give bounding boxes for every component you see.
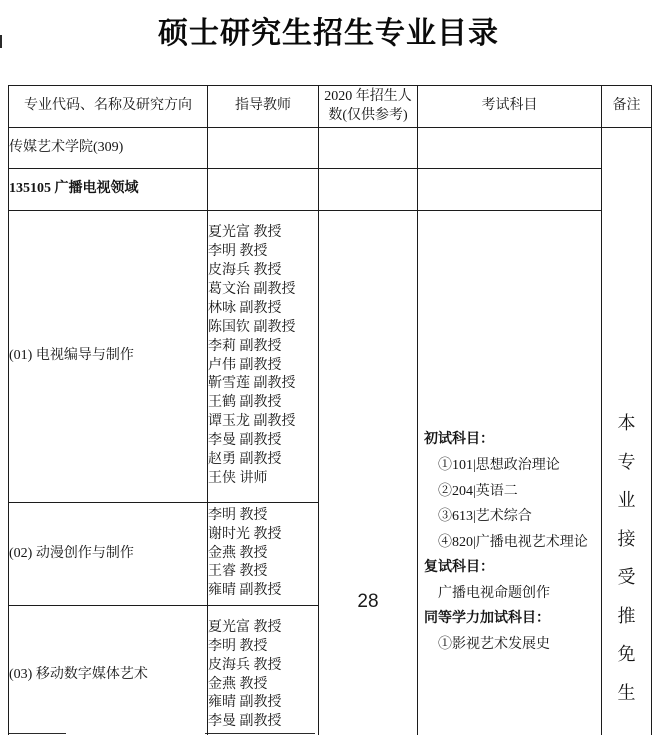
initial-exam-item: ③613|艺术综合 xyxy=(438,509,532,525)
teacher-list-01 xyxy=(208,211,319,503)
header-program-code: 专业代码、名称及研究方向 xyxy=(9,86,208,128)
teacher-entry: 王睿 教授 xyxy=(208,564,268,580)
initial-exam-item: ②204|英语二 xyxy=(438,483,518,499)
remark-vertical-text xyxy=(602,161,651,712)
direction-label-02: (02) 动漫创作与制作 xyxy=(9,503,208,606)
retest-item: 广播电视命题创作 xyxy=(438,585,550,601)
teacher-entry: 谢时光 教授 xyxy=(208,526,282,542)
teacher-entry: 李明 教授 xyxy=(208,638,268,654)
teacher-entry: 李曼 副教授 xyxy=(208,714,282,730)
header-advisors: 指导教师 xyxy=(208,86,319,128)
scan-artifact-left-edge xyxy=(0,35,2,48)
empty-cell xyxy=(319,169,418,211)
initial-exam-label: 初试科目： xyxy=(424,432,494,448)
teacher-entry: 靳雪莲 副教授 xyxy=(208,376,296,392)
teacher-entry: 金燕 教授 xyxy=(208,676,268,692)
remark-char: 受 xyxy=(617,567,636,587)
teacher-entry: 李曼 副教授 xyxy=(208,433,282,449)
teacher-entry: 雍晴 副教授 xyxy=(208,583,282,599)
teacher-entry: 陈国钦 副教授 xyxy=(208,319,296,335)
retest-label: 复试科目： xyxy=(424,560,494,576)
empty-cell xyxy=(208,169,319,211)
equivalency-label: 同等学力加试科目： xyxy=(424,611,550,627)
remark-char: 推 xyxy=(617,605,636,626)
teacher-entry: 王鹤 副教授 xyxy=(208,395,282,411)
major-row xyxy=(9,169,652,211)
teacher-entry: 李莉 副教授 xyxy=(208,338,282,354)
empty-cell xyxy=(208,128,319,169)
school-row xyxy=(9,128,652,169)
teacher-entry: 林咏 副教授 xyxy=(208,300,282,316)
page-title: 硕士研究生招生专业目录 xyxy=(158,17,499,50)
empty-cell xyxy=(418,128,602,169)
header-enrollment-2020: 2020 年招生人数(仅供参考) xyxy=(319,86,418,128)
admission-catalog-table xyxy=(8,85,652,735)
teacher-entry: 卢伟 副教授 xyxy=(208,357,282,373)
teacher-entry: 皮海兵 教授 xyxy=(208,657,282,673)
teacher-entry: 夏光富 教授 xyxy=(208,225,282,241)
initial-exam-item: ①101|思想政治理论 xyxy=(438,457,560,473)
remark-char: 专 xyxy=(617,451,636,472)
direction-label-01: (01) 电视编导与制作 xyxy=(9,211,208,503)
teacher-list-02 xyxy=(208,503,319,606)
direction-label-03: (03) 移动数字媒体艺术 xyxy=(9,606,208,735)
remark-cell xyxy=(602,128,652,735)
teacher-entry: 夏光富 教授 xyxy=(208,619,282,635)
initial-exam-item: ④820|广播电视艺术理论 xyxy=(438,534,588,550)
empty-cell xyxy=(319,128,418,169)
teacher-entry: 雍晴 副教授 xyxy=(208,695,282,711)
exam-subjects-block xyxy=(418,298,601,657)
teacher-entry: 皮海兵 教授 xyxy=(208,263,282,279)
enrollment-count-cell xyxy=(319,211,418,735)
teacher-entry: 谭玉龙 副教授 xyxy=(208,414,296,430)
teacher-entry: 李明 教授 xyxy=(208,507,268,523)
major-name: 135105 广播电视领域 xyxy=(9,169,208,211)
school-name: 传媒艺术学院(309) xyxy=(9,128,208,169)
teacher-entry: 李明 教授 xyxy=(208,244,268,260)
remark-char: 接 xyxy=(617,528,636,549)
teacher-entry: 葛文治 副教授 xyxy=(208,281,296,297)
teacher-entry: 王侠 讲师 xyxy=(208,470,268,486)
enrollment-count: 28 xyxy=(357,591,379,613)
remark-char: 免 xyxy=(617,644,636,664)
teacher-entry: 金燕 教授 xyxy=(208,545,268,561)
remark-char: 业 xyxy=(617,490,636,510)
equivalency-item: ①影视艺术发展史 xyxy=(438,637,550,653)
table-header-row xyxy=(9,86,652,128)
teacher-entry: 赵勇 副教授 xyxy=(208,451,282,467)
remark-char: 生 xyxy=(617,682,636,703)
teacher-list-03 xyxy=(208,606,319,735)
empty-cell xyxy=(418,169,602,211)
direction-row-01 xyxy=(9,211,652,503)
remark-char: 本 xyxy=(617,413,636,433)
header-remarks: 备注 xyxy=(602,86,652,128)
header-exam-subjects: 考试科目 xyxy=(418,86,602,128)
exam-subjects-cell xyxy=(418,211,602,735)
